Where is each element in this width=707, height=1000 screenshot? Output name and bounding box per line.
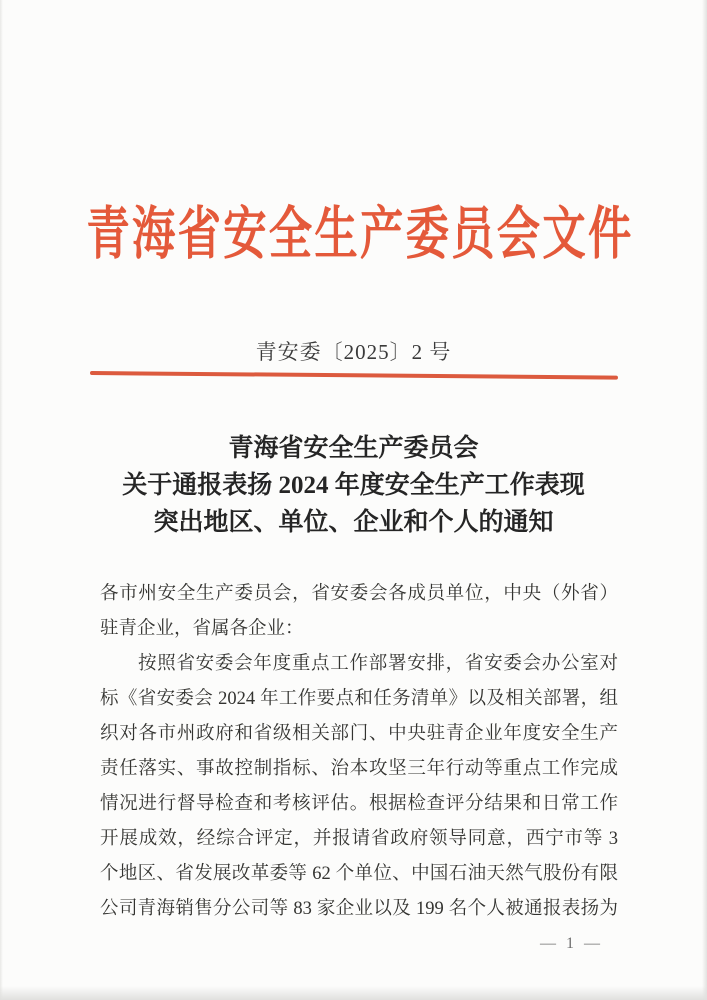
document-number: 青安委〔2025〕2 号 <box>255 340 452 364</box>
body-line: 责任落实、事故控制指标、治本攻坚三年行动等重点工作完成 <box>100 759 618 779</box>
page-number: — 1 — <box>540 935 603 952</box>
body-line: 按照省安委会年度重点工作部署安排，省安委会办公室对 <box>138 654 618 674</box>
notice-title-line-1: 青海省安全生产委员会 <box>228 435 479 462</box>
body-line: 开展成效，经综合评定，并报请省政府领导同意，西宁市等 3 <box>100 829 618 849</box>
body-line: 织对各市州政府和省级相关部门、中央驻青企业年度安全生产 <box>100 724 618 744</box>
body-line: 情况进行督导检查和考核评估。根据检查评分结果和日常工作 <box>100 794 618 814</box>
notice-title-line-2: 关于通报表扬 2024 年度安全生产工作表现 <box>122 472 585 499</box>
body-line: 标《省安委会 2024 年工作要点和任务清单》以及相关部署，组 <box>100 689 618 709</box>
agency-title-wrap <box>0 200 707 270</box>
notice-title <box>0 430 707 541</box>
agency-title: 青海省安全生产委员会文件 <box>86 203 634 266</box>
document-body <box>100 577 618 927</box>
body-line: 驻青企业，省属各企业： <box>100 619 304 639</box>
red-divider-line <box>90 371 618 380</box>
body-line: 公司青海销售分公司等 83 家企业以及 199 名个人被通报表扬为 <box>100 899 618 919</box>
notice-title-line-3: 突出地区、单位、企业和个人的通知 <box>153 509 554 536</box>
page-edge-bottom <box>0 986 707 1000</box>
body-line: 各市州安全生产委员会，省安委会各成员单位，中央（外省） <box>100 584 618 604</box>
body-line: 个地区、省发展改革委等 62 个单位、中国石油天然气股份有限 <box>100 864 618 884</box>
